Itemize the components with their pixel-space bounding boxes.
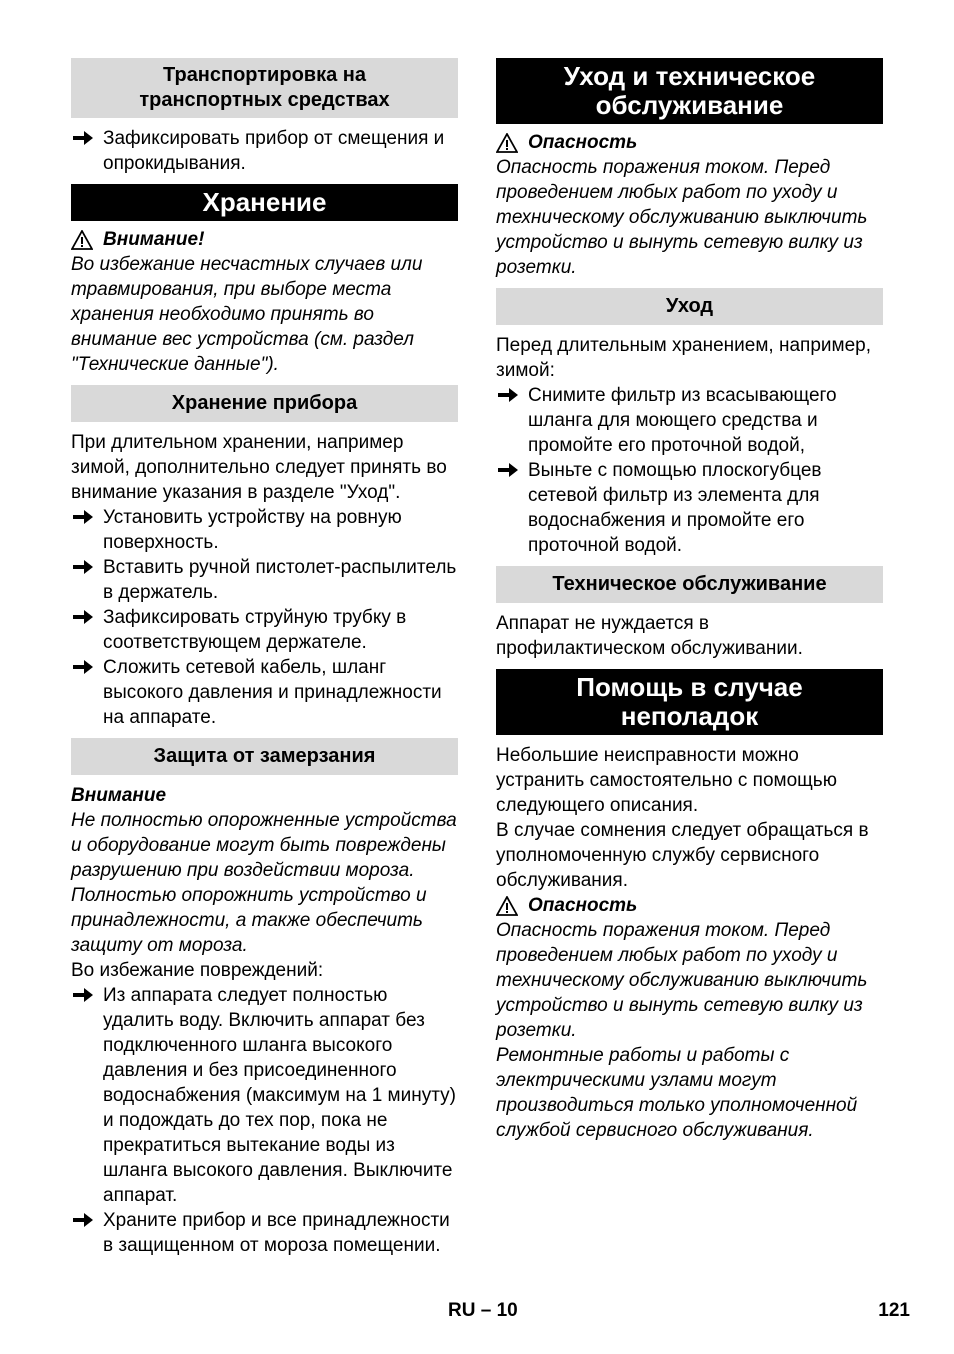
arrow-right-icon	[73, 1212, 93, 1228]
trouble-text-2: В случае сомнения следует обращаться в уполномоченную службу сервисного обслуживания.	[496, 820, 869, 891]
list-item-text: Храните прибор и все принадлежности в защищенном от мороза помещении.	[103, 1210, 450, 1256]
arrow-right-icon	[73, 609, 93, 625]
arrow-right-icon	[498, 387, 518, 403]
danger-label	[496, 893, 883, 918]
list-item	[71, 1208, 458, 1258]
repair-text: Ремонтные работы и работы с электрическими узлами могут производиться только уполномоченной службой сервисного обслуживания.	[496, 1045, 858, 1141]
section-heading-maintenance: Техническое обслуживание	[496, 566, 883, 603]
danger-text: Опасность поражения током. Перед проведением любых работ по уходу и техническому обслуживанию выключить устройство и вынуть сетевую вилку из розетки.	[496, 157, 868, 278]
right-column	[496, 58, 883, 1143]
warning-label	[71, 227, 458, 252]
danger-label-text: Опасность	[528, 895, 638, 916]
arrow-right-icon	[73, 659, 93, 675]
danger-text: Опасность поражения током. Перед проведением любых работ по уходу и техническому обслуживанию выключить устройство и вынуть сетевую вилку из розетки.	[496, 920, 868, 1041]
section-heading-care: Уход	[496, 288, 883, 325]
arrow-right-icon	[73, 509, 93, 525]
device-storage-bullets	[71, 505, 458, 730]
list-item-text: Вставить ручной пистолет-распылитель в держатель.	[103, 557, 457, 603]
list-item	[71, 605, 458, 655]
warning-triangle-icon	[71, 230, 93, 250]
warning-triangle-icon	[496, 896, 518, 916]
frost-note-label: Внимание	[71, 785, 167, 806]
maintenance-text: Аппарат не нуждается в профилактическом обслуживании.	[496, 613, 803, 659]
list-item	[71, 655, 458, 730]
section-heading-care-maintenance: Уход и техническое обслуживание	[496, 58, 883, 124]
frost-note-text: Не полностью опорожненные устройства и оборудование могут быть повреждены разрушению при воздействии мороза. Полностью опорожнить устройство и принадлежности, а также обеспечить защиту от мороза.	[71, 810, 457, 956]
list-item	[71, 126, 458, 176]
section-heading-storage: Хранение	[71, 184, 458, 221]
care-bullets	[496, 383, 883, 558]
transport-bullets	[71, 126, 458, 176]
page-number: 121	[878, 1300, 910, 1321]
trouble-text-1: Небольшие неисправности можно устранить самостоятельно с помощью следующего описания.	[496, 745, 837, 816]
list-item	[496, 383, 883, 458]
list-item-text: Из аппарата следует полностью удалить воду. Включить аппарат без подключенного шланга высокого давления и без присоединенного водоснабжения (максимум на 1 минуту) и подождать до тех пор, пока не прекратиться вытекание воды из шланга высокого давления. Выключите аппарат.	[103, 985, 456, 1206]
warning-label-text: Внимание!	[103, 229, 205, 250]
device-storage-intro: При длительном хранении, например зимой, дополнительно следует принять во внимание указания в разделе "Уход".	[71, 432, 447, 503]
list-item-text: Установить устройству на ровную поверхность.	[103, 507, 402, 553]
warning-triangle-icon	[496, 133, 518, 153]
section-heading-frost: Защита от замерзания	[71, 738, 458, 775]
footer-section-label: RU – 10	[448, 1300, 518, 1321]
danger-label-text: Опасность	[528, 132, 638, 153]
warning-text: Во избежание несчастных случаев или травмирования, при выборе места хранения необходимо принять во внимание вес устройства (см. раздел "Технические данные").	[71, 254, 423, 375]
section-heading-transport: Транспортировка на транспортных средствах	[71, 58, 458, 118]
arrow-right-icon	[73, 130, 93, 146]
list-item	[71, 983, 458, 1208]
danger-label	[496, 130, 883, 155]
list-item-text: Сложить сетевой кабель, шланг высокого давления и принадлежности на аппарате.	[103, 657, 442, 728]
left-column	[71, 58, 458, 1258]
section-heading-troubleshooting: Помощь в случае неполадок	[496, 669, 883, 735]
list-item	[496, 458, 883, 558]
care-intro: Перед длительным хранением, например, зимой:	[496, 335, 871, 381]
arrow-right-icon	[498, 462, 518, 478]
list-item-text: Снимите фильтр из всасывающего шланга для моющего средства и промойте его проточной водой,	[528, 385, 837, 456]
arrow-right-icon	[73, 987, 93, 1003]
arrow-right-icon	[73, 559, 93, 575]
list-item-text: Зафиксировать прибор от смещения и опрокидывания.	[103, 128, 445, 174]
list-item-text: Зафиксировать струйную трубку в соответствующем держателе.	[103, 607, 407, 653]
list-item	[71, 505, 458, 555]
list-item-text: Выньте с помощью плоскогубцев сетевой фильтр из элемента для водоснабжения и промойте его проточной водой.	[528, 460, 822, 556]
frost-bullets	[71, 983, 458, 1258]
list-item	[71, 555, 458, 605]
section-heading-device-storage: Хранение прибора	[71, 385, 458, 422]
frost-intro: Во избежание повреждений:	[71, 960, 324, 981]
